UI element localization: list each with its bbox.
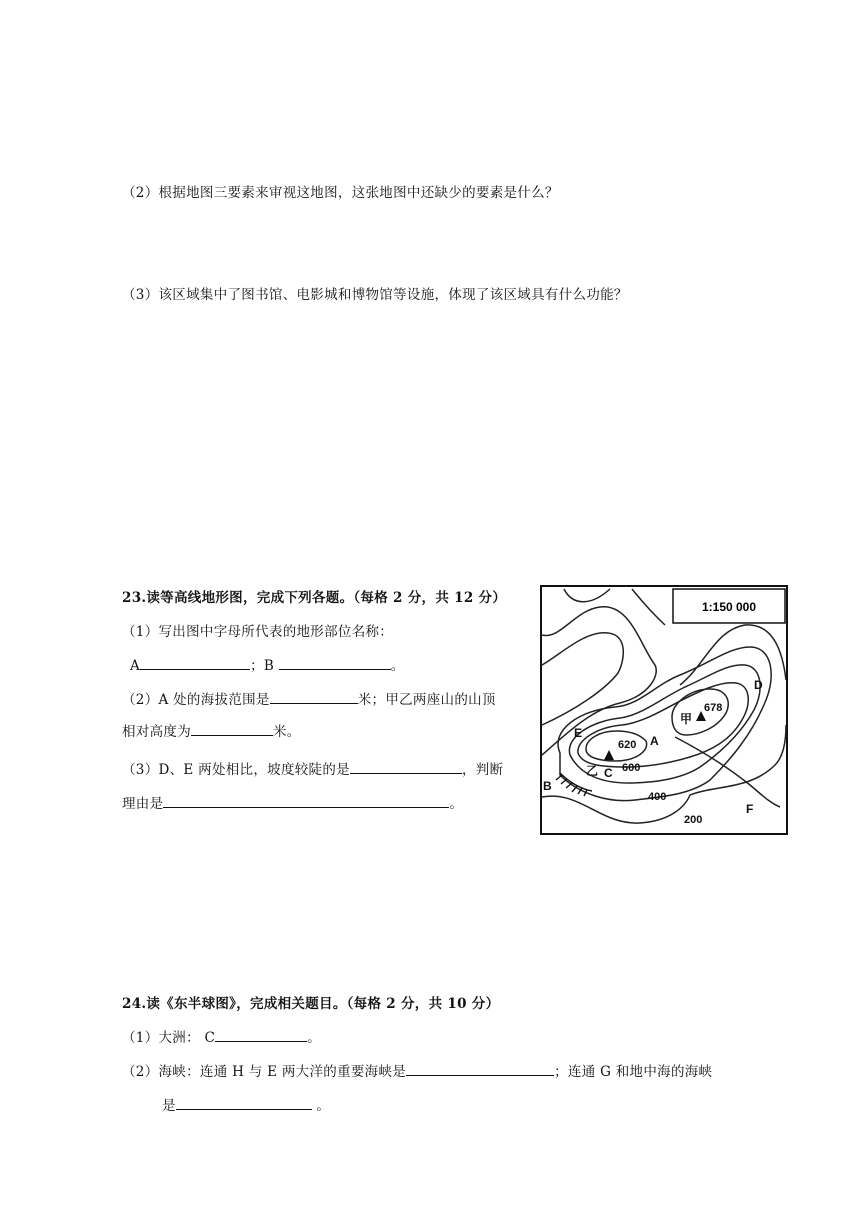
height-620: 620: [618, 739, 637, 751]
height-200: 200: [684, 814, 703, 826]
q23-part3-cont: [122, 792, 463, 812]
q24-part2-text2: ；连通 G 和地中海的海峡: [554, 1064, 713, 1080]
q23-part2-text3: 相对高度为: [122, 724, 191, 740]
q23-part1-answers: [130, 654, 405, 674]
q23-part3-text: （3）D、E 两处相比，坡度较陡的是: [122, 762, 350, 778]
q23-part3-text4: 。: [449, 796, 464, 812]
q24-part1-text: （1）大洲：: [122, 1030, 200, 1046]
answer-blank-strait-he[interactable]: [406, 1061, 554, 1076]
answer-blank-a[interactable]: [140, 655, 250, 670]
q22-part2: （2）根据地图三要素来审视这地图，这张地图中还缺少的要素是什么？: [122, 185, 559, 201]
answer-blank-continent[interactable]: [215, 1027, 307, 1042]
answer-blank-relative-height[interactable]: [191, 721, 273, 736]
q24-part2-text3: 是: [162, 1098, 176, 1114]
end-mark: 。: [390, 658, 405, 674]
q24-part2-end: 。: [316, 1098, 331, 1114]
height-678: 678: [704, 702, 723, 714]
q24-part1-c: C: [204, 1030, 216, 1046]
answer-blank-steeper[interactable]: [350, 759, 462, 774]
label-f: F: [746, 802, 754, 816]
q22-part3: （3）该区域集中了图书馆、电影城和博物馆等设施，体现了该区域具有什么功能？: [122, 287, 628, 303]
q23-part2: [122, 688, 496, 708]
label-c: C: [604, 766, 613, 780]
q24-part1: [122, 1026, 321, 1046]
q23-part3: [122, 758, 503, 778]
label-a: A: [130, 658, 141, 674]
height-600: 600: [622, 762, 641, 774]
answer-blank-reason[interactable]: [163, 793, 449, 808]
q23-part3-text2: ，判断: [461, 762, 504, 778]
q23-part3-text3: 理由是: [122, 796, 164, 812]
scale-text: 1:150 000: [701, 600, 757, 614]
label-yi: 乙: [586, 764, 599, 778]
label-jia: 甲: [680, 712, 693, 726]
q23-part2-cont: [122, 720, 301, 740]
q24-part2: [122, 1060, 712, 1080]
contour-map: [540, 585, 788, 835]
label-a-map: A: [650, 734, 659, 748]
height-400: 400: [648, 791, 667, 803]
answer-blank-altitude[interactable]: [270, 689, 358, 704]
answer-blank-b[interactable]: [279, 655, 391, 670]
q23-part2-text4: 米。: [273, 724, 301, 740]
q23-title: 23.读等高线地形图，完成下列各题。（每格 2 分，共 12 分）: [122, 590, 507, 606]
q23-part2-text2: 米；甲乙两座山的山顶: [357, 692, 496, 708]
q24-title: 24.读《东半球图》，完成相关题目。（每格 2 分，共 10 分）: [122, 996, 500, 1012]
q23-part2-text: （2）A 处的海拔范围是: [122, 692, 270, 708]
q24-part2-text: （2）海峡：连通 H 与 E 两大洋的重要海峡是: [122, 1064, 407, 1080]
label-e: E: [574, 726, 583, 740]
label-b-map: B: [543, 779, 552, 793]
q24-part1-end: 。: [307, 1030, 321, 1046]
label-d: D: [754, 678, 763, 692]
q24-part2-cont: [162, 1094, 330, 1114]
q23-part1: （1）写出图中字母所代表的地形部位名称：: [122, 624, 394, 640]
label-b: ；B: [250, 658, 275, 674]
answer-blank-strait-g[interactable]: [176, 1095, 312, 1110]
